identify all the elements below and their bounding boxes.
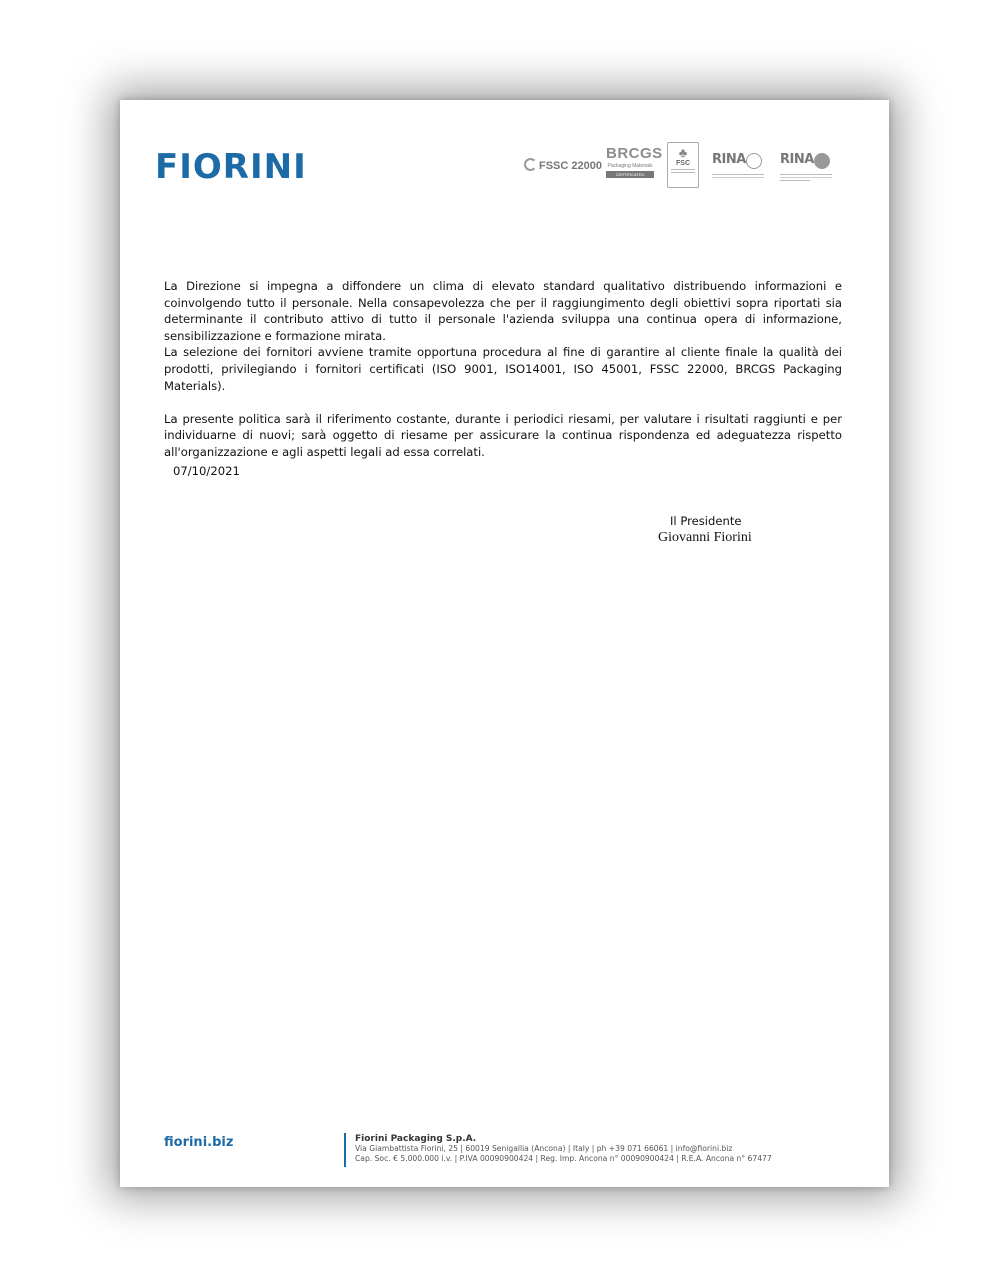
brcgs-sub: Packaging Materials [607,163,653,169]
brcgs-label: BRCGS [606,145,663,162]
certification-logos [520,140,850,190]
rina-fineprint [780,180,810,181]
fsc-line [671,169,695,170]
footer-website-link[interactable]: fiorini.biz [164,1135,234,1150]
rina-fineprint [712,174,764,178]
brcgs-logo [606,145,663,178]
footer-company-info [355,1134,772,1164]
signature-role: Il Presidente [670,514,742,528]
fsc-line [671,172,695,173]
document-date: 07/10/2021 [173,464,240,478]
rina-iso-logo [780,150,832,174]
footer-legal: Cap. Soc. € 5.000.000 i.v. | P.IVA 00090900424 | Reg. Imp. Ancona n° 00090900424 | R.E.A. Ancona n° 67477 [355,1154,772,1163]
fsc-label: FSC [676,160,690,167]
fssc-label: FSSC 22000 [539,160,602,172]
paragraph: La presente politica sarà il riferimento costante, durante i periodici riesami, per valutare i risultati raggiunti e per individuarne di nuovi; sarà oggetto di riesame per assicurare la continua rispondenza ed adeguatezza rispetto all'organizzazione e agli aspetti legali ad essa correlati. [164,411,842,459]
fssc-ring-icon [524,158,537,171]
rina-logo [712,150,764,174]
policy-text [164,278,842,461]
company-logo: FIORINI [155,147,307,187]
rina-fineprint [780,174,832,178]
fsc-tree-icon: ♣ [678,145,688,160]
fssc-logo [524,158,602,172]
paragraph: La selezione dei fornitori avviene tramite opportuna procedura al fine di garantire al cliente finale la qualità dei prodotti, privilegiando i fornitori certificati (ISO 9001, ISO14001, ISO 45001, FSSC 22000, BRCGS Packaging Materials). [164,345,842,393]
rina-seal-icon [746,153,762,169]
fsc-logo [667,142,699,188]
footer-company-name: Fiorini Packaging S.p.A. [355,1134,477,1144]
paragraph: La Direzione si impegna a diffondere un clima di elevato standard qualitativo distribuendo informazioni e coinvolgendo tutto il personale. Nella consapevolezza che per il raggiungimento degli obiettivi sopra riportati sia determinante il contributo attivo di tutto il personale l'azienda sviluppa una continua opera di informazione, sensibilizzazione e formazione mirata. [164,279,842,343]
paragraph-gap [164,394,842,411]
rina-label: RINA [780,152,814,167]
signature-name: Giovanni Fiorini [658,530,752,545]
footer-address: Via Giambattista Fiorini, 25 | 60019 Senigallia (Ancona) | Italy | ph +39 071 66061 | info@fiorini.biz [355,1144,733,1153]
rina-label: RINA [712,152,746,167]
brcgs-bar: CERTIFICATED [606,171,654,178]
rina-seal-icon [814,153,830,169]
document-page [120,100,889,1187]
footer-divider [344,1133,346,1167]
